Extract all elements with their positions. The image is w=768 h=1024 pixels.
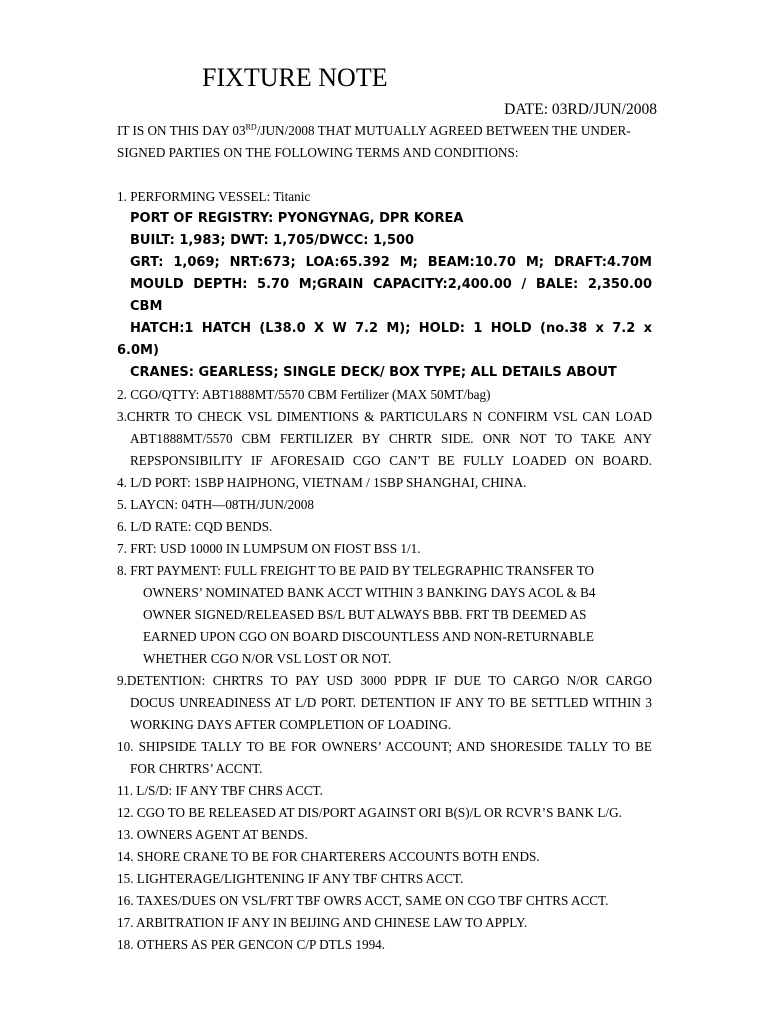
- item-1-registry: PORT OF REGISTRY: PYONGYNAG, DPR KOREA: [130, 211, 464, 226]
- item-1-hatch-cont: 6.0M): [117, 343, 159, 358]
- item-2: 2. CGO/QTTY: ABT1888MT/5570 CBM Fertilizer (MAX 50MT/bag): [117, 387, 491, 402]
- item-16: 16. TAXES/DUES ON VSL/FRT TBF OWRS ACCT, SAME ON CGO TBF CHTRS ACCT.: [117, 893, 609, 908]
- item-8-line-3: OWNER SIGNED/RELEASED BS/L BUT ALWAYS BBB. FRT TB DEEMED AS: [143, 607, 587, 622]
- item-6: 6. L/D RATE: CQD BENDS.: [117, 519, 273, 534]
- item-1-mould-depth-cont: CBM: [130, 299, 163, 314]
- item-1-built: BUILT: 1,983; DWT: 1,705/DWCC: 1,500: [130, 233, 415, 248]
- item-1-cranes: CRANES: GEARLESS; SINGLE DECK/ BOX TYPE; ALL DETAILS ABOUT: [130, 365, 617, 380]
- item-8-line-2: OWNERS’ NOMINATED BANK ACCT WITHIN 3 BANKING DAYS ACOL & B4: [143, 585, 596, 600]
- ordinal-suffix: RD: [245, 122, 257, 132]
- intro-line-1: IT IS ON THIS DAY 03RD/JUN/2008 THAT MUTUALLY AGREED BETWEEN THE UNDER-: [117, 122, 631, 138]
- item-12: 12. CGO TO BE RELEASED AT DIS/PORT AGAINST ORI B(S)/L OR RCVR’S BANK L/G.: [117, 805, 622, 820]
- item-9-line-3: WORKING DAYS AFTER COMPLETION OF LOADING.: [130, 717, 452, 732]
- item-3-line-1: 3.CHRTR TO CHECK VSL DIMENTIONS & PARTICULARS N CONFIRM VSL CAN LOAD: [117, 409, 652, 424]
- item-7: 7. FRT: USD 10000 IN LUMPSUM ON FIOST BSS 1/1.: [117, 541, 421, 556]
- intro-line-2: SIGNED PARTIES ON THE FOLLOWING TERMS AND CONDITIONS:: [117, 145, 519, 160]
- fixture-date: DATE: 03RD/JUN/2008: [504, 101, 657, 118]
- item-1-grt: GRT: 1,069; NRT:673; LOA:65.392 M; BEAM:10.70 M; DRAFT:4.70M: [130, 255, 652, 270]
- item-17: 17. ARBITRATION IF ANY IN BEIJING AND CHINESE LAW TO APPLY.: [117, 915, 528, 930]
- item-8-line-4: EARNED UPON CGO ON BOARD DISCOUNTLESS AND NON-RETURNABLE: [143, 629, 594, 644]
- item-11: 11. L/S/D: IF ANY TBF CHRS ACCT.: [117, 783, 323, 798]
- item-3-line-3: REPSPONSIBILITY IF AFORESAID CGO CAN’T BE FULLY LOADED ON BOARD.: [130, 453, 652, 468]
- item-5: 5. LAYCN: 04TH—08TH/JUN/2008: [117, 497, 314, 512]
- item-10-line-2: FOR CHRTRS’ ACCNT.: [130, 761, 263, 776]
- item-8-line-1: 8. FRT PAYMENT: FULL FREIGHT TO BE PAID BY TELEGRAPHIC TRANSFER TO: [117, 563, 595, 578]
- item-14: 14. SHORE CRANE TO BE FOR CHARTERERS ACCOUNTS BOTH ENDS.: [117, 849, 540, 864]
- item-15: 15. LIGHTERAGE/LIGHTENING IF ANY TBF CHTRS ACCT.: [117, 871, 464, 886]
- item-13: 13. OWNERS AGENT AT BENDS.: [117, 827, 308, 842]
- item-1-vessel: 1. PERFORMING VESSEL: Titanic: [117, 189, 311, 204]
- item-1-mould-depth: MOULD DEPTH: 5.70 M;GRAIN CAPACITY:2,400.00 / BALE: 2,350.00: [130, 277, 652, 292]
- item-4: 4. L/D PORT: 1SBP HAIPHONG, VIETNAM / 1SBP SHANGHAI, CHINA.: [117, 475, 527, 490]
- item-10-line-1: 10. SHIPSIDE TALLY TO BE FOR OWNERS’ ACCOUNT; AND SHORESIDE TALLY TO BE: [117, 739, 652, 754]
- page-title: FIXTURE NOTE: [202, 63, 388, 92]
- item-3-line-2: ABT1888MT/5570 CBM FERTILIZER BY CHRTR SIDE. ONR NOT TO TAKE ANY: [130, 431, 652, 446]
- item-1-hatch: HATCH:1 HATCH (L38.0 X W 7.2 M); HOLD: 1 HOLD (no.38 x 7.2 x: [130, 321, 652, 336]
- item-8-line-5: WHETHER CGO N/OR VSL LOST OR NOT.: [143, 651, 392, 666]
- item-18: 18. OTHERS AS PER GENCON C/P DTLS 1994.: [117, 937, 386, 952]
- item-9-line-2: DOCUS UNREADINESS AT L/D PORT. DETENTION IF ANY TO BE SETTLED WITHIN 3: [130, 695, 652, 710]
- item-9-line-1: 9.DETENTION: CHRTRS TO PAY USD 3000 PDPR IF DUE TO CARGO N/OR CARGO: [117, 673, 652, 688]
